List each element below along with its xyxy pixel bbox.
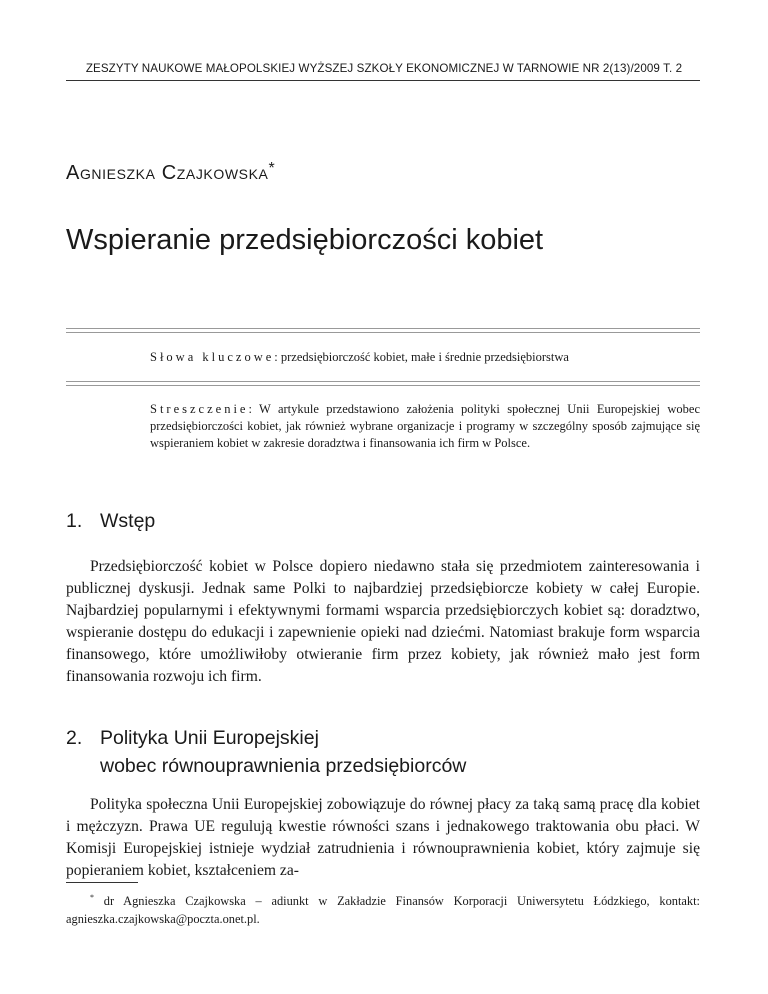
- section-title-line2: wobec równouprawnienia przedsiębiorców: [100, 755, 467, 777]
- section-number: 2.: [66, 727, 83, 749]
- footnote-text: dr Agnieszka Czajkowska – adiunkt w Zakładzie Finansów Korporacji Uniwersytetu Łódzkiego, kontakt: agnieszka.czajkowska@poczta.onet.pl.: [66, 894, 700, 926]
- running-header: ZESZYTY NAUKOWE MAŁOPOLSKIEJ WYŻSZEJ SZKOŁY EKONOMICZNEJ W TARNOWIE NR 2(13)/2009 T. 2: [85, 62, 683, 75]
- keywords-top-rule: [66, 328, 700, 333]
- section-heading-introduction: [66, 510, 155, 533]
- section-heading-eu-policy: [66, 724, 466, 780]
- abstract-label: Streszczenie: [150, 402, 249, 416]
- abstract: [150, 401, 700, 452]
- section-title-line1: Polityka Unii Europejskiej: [100, 727, 319, 749]
- footnote-rule: [66, 882, 138, 883]
- introduction-paragraph: Przedsiębiorczość kobiet w Polsce dopiero niedawno stała się przedmiotem zainteresowania i publicznej dyskusji. Jednak same Polki to najbardziej przedsiębiorcze kobiety w całej Europie. Najbardziej popularnymi i efektywnymi formami wsparcia przedsiębiorczych kobiet są: doradztwo, wspieranie dostępu do edukacji i zapewnienie opieki nad dziećmi. Natomiast brakuje form wsparcia finansowego, które umożliwiłoby otwieranie firm przez kobiety, jak również mało jest form finansowania rozwoju ich firm.: [66, 558, 700, 685]
- author-name: [66, 162, 275, 185]
- keywords-label: Słowa kluczowe: [150, 350, 275, 364]
- abstract-top-rule: [66, 381, 700, 386]
- keywords: [150, 350, 569, 365]
- keywords-text: : przedsiębiorczość kobiet, małe i średnie przedsiębiorstwa: [274, 350, 569, 364]
- eu-policy-paragraph: Polityka społeczna Unii Europejskiej zobowiązuje do równej płacy za taką samą pracę dla kobiet i mężczyzn. Prawa UE regulują kwestie równości szans i jednakowego traktowania obu płaci. W Komisji Europejskiej istnieje wydział zatrudnienia i równouprawnienia kobiet, który zajmuje się popieraniem kobiet, kształceniem za-: [66, 796, 700, 879]
- footnote: [66, 889, 700, 928]
- footnote-mark: *: [90, 893, 94, 902]
- article-title: Wspieranie przedsiębiorczości kobiet: [66, 224, 544, 256]
- section-number: 1.: [66, 510, 83, 532]
- section-title: Wstęp: [100, 510, 156, 532]
- author-name-text: Agnieszka Czajkowska: [66, 162, 269, 184]
- header-rule: [66, 80, 700, 81]
- abstract-text: : W artykule przedstawiono założenia polityki społecznej Unii Europejskiej wobec przedsiębiorczości kobiet, jak również wybrane organizacje i programy w szczególny sposób zajmujące się wspieraniem kobiet w zakresie doradztwa i finansowania ich firm w Polsce.: [150, 402, 700, 450]
- author-footnote-mark[interactable]: *: [268, 160, 276, 177]
